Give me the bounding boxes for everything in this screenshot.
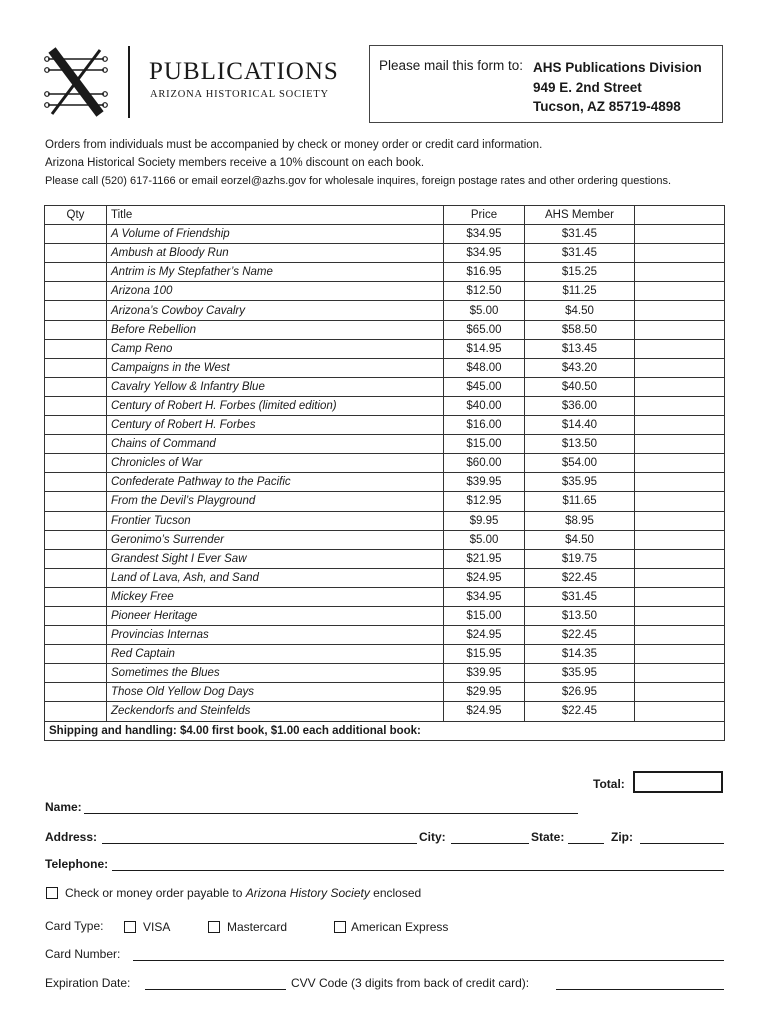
title-cell: Campaigns in the West xyxy=(107,358,444,377)
title-cell: Chronicles of War xyxy=(107,454,444,473)
book-row xyxy=(45,435,725,454)
member-price-cell: $22.45 xyxy=(525,702,635,721)
member-price-cell: $58.50 xyxy=(525,320,635,339)
book-row xyxy=(45,320,725,339)
qty-cell[interactable] xyxy=(45,606,107,625)
title-cell: Zeckendorfs and Steinfelds xyxy=(107,702,444,721)
price-cell: $16.00 xyxy=(444,416,525,435)
price-cell: $29.95 xyxy=(444,683,525,702)
member-price-cell: $22.45 xyxy=(525,626,635,645)
line-total-cell[interactable] xyxy=(635,606,725,625)
price-cell: $21.95 xyxy=(444,549,525,568)
member-price-cell: $11.65 xyxy=(525,492,635,511)
city-label: City: xyxy=(419,830,446,844)
qty-header: Qty xyxy=(45,206,107,225)
mastercard-checkbox[interactable] xyxy=(208,921,220,933)
price-cell: $15.95 xyxy=(444,645,525,664)
telephone-label: Telephone: xyxy=(45,857,109,871)
member-price-cell: $14.40 xyxy=(525,416,635,435)
total-label: Total: xyxy=(593,777,625,791)
zip-label: Zip: xyxy=(611,830,633,844)
book-row xyxy=(45,626,725,645)
price-cell: $65.00 xyxy=(444,320,525,339)
qty-cell[interactable] xyxy=(45,454,107,473)
publications-logo xyxy=(44,46,364,120)
line-total-cell[interactable] xyxy=(635,225,725,244)
member-price-cell: $31.45 xyxy=(525,225,635,244)
book-row xyxy=(45,702,725,721)
book-row xyxy=(45,645,725,664)
qty-cell[interactable] xyxy=(45,511,107,530)
name-field[interactable] xyxy=(84,813,578,814)
price-cell: $24.95 xyxy=(444,702,525,721)
qty-cell[interactable] xyxy=(45,435,107,454)
price-cell: $9.95 xyxy=(444,511,525,530)
title-cell: Chains of Command xyxy=(107,435,444,454)
mastercard-label: Mastercard xyxy=(227,920,288,934)
member-price-cell: $54.00 xyxy=(525,454,635,473)
line-total-cell[interactable] xyxy=(635,396,725,415)
price-cell: $12.50 xyxy=(444,282,525,301)
line-total-cell[interactable] xyxy=(635,301,725,320)
publisher-subtitle: ARIZONA HISTORICAL SOCIETY xyxy=(150,89,329,100)
instructions xyxy=(45,136,671,190)
book-row xyxy=(45,492,725,511)
qty-cell[interactable] xyxy=(45,645,107,664)
state-field[interactable] xyxy=(568,843,604,844)
book-row xyxy=(45,530,725,549)
line-total-cell[interactable] xyxy=(635,530,725,549)
qty-cell[interactable] xyxy=(45,263,107,282)
price-header: Price xyxy=(444,206,525,225)
city-field[interactable] xyxy=(451,843,529,844)
mailing-address xyxy=(533,58,702,117)
mail-to-lead: Please mail this form to: xyxy=(379,58,524,73)
book-row xyxy=(45,664,725,683)
line-total-cell[interactable] xyxy=(635,702,725,721)
qty-cell[interactable] xyxy=(45,339,107,358)
line-total-cell[interactable] xyxy=(635,568,725,587)
check-payee: Arizona History Society xyxy=(245,886,370,900)
member-price-cell: $22.45 xyxy=(525,568,635,587)
line-total-cell[interactable] xyxy=(635,511,725,530)
member-price-cell: $4.50 xyxy=(525,530,635,549)
name-label: Name: xyxy=(45,800,82,814)
member-price-cell: $35.95 xyxy=(525,664,635,683)
price-cell: $24.95 xyxy=(444,626,525,645)
title-cell: Cavalry Yellow & Infantry Blue xyxy=(107,377,444,396)
title-cell: Century of Robert H. Forbes (limited edition) xyxy=(107,396,444,415)
expiration-field[interactable] xyxy=(145,989,286,990)
crossed-x-logo-icon xyxy=(44,46,108,118)
book-row xyxy=(45,301,725,320)
qty-cell[interactable] xyxy=(45,549,107,568)
price-cell: $15.00 xyxy=(444,606,525,625)
member-price-cell: $35.95 xyxy=(525,473,635,492)
logo-divider xyxy=(128,46,130,118)
book-row xyxy=(45,339,725,358)
instruction-line: Arizona Historical Society members receive a 10% discount on each book. xyxy=(45,157,425,169)
mailing-address-box xyxy=(369,45,723,123)
title-cell: Geronimo’s Surrender xyxy=(107,530,444,549)
card-number-label: Card Number: xyxy=(45,947,121,961)
state-label: State: xyxy=(531,830,565,844)
qty-cell[interactable] xyxy=(45,568,107,587)
member-price-cell: $13.50 xyxy=(525,606,635,625)
book-row xyxy=(45,358,725,377)
publisher-title: PUBLICATIONS xyxy=(149,58,339,85)
title-cell: Frontier Tucson xyxy=(107,511,444,530)
book-row xyxy=(45,416,725,435)
member-price-cell: $43.20 xyxy=(525,358,635,377)
line-total-cell[interactable] xyxy=(635,683,725,702)
qty-cell[interactable] xyxy=(45,416,107,435)
card-type-label: Card Type: xyxy=(45,919,104,933)
qty-cell[interactable] xyxy=(45,473,107,492)
price-cell: $16.95 xyxy=(444,263,525,282)
check-enclosed-checkbox[interactable] xyxy=(46,887,58,899)
line-total-cell[interactable] xyxy=(635,626,725,645)
book-row xyxy=(45,263,725,282)
check-text-post: enclosed xyxy=(373,886,422,900)
address-label: Address: xyxy=(45,830,98,844)
instruction-line: Orders from individuals must be accompanied by check or money order or credit card information. xyxy=(45,139,543,151)
order-rows xyxy=(45,225,725,721)
title-cell: A Volume of Friendship xyxy=(107,225,444,244)
qty-cell[interactable] xyxy=(45,301,107,320)
title-cell: Provincias Internas xyxy=(107,626,444,645)
qty-cell[interactable] xyxy=(45,702,107,721)
member-price-cell: $4.50 xyxy=(525,301,635,320)
book-row xyxy=(45,225,725,244)
visa-checkbox[interactable] xyxy=(124,921,136,933)
qty-cell[interactable] xyxy=(45,358,107,377)
book-row xyxy=(45,683,725,702)
line-total-cell[interactable] xyxy=(635,358,725,377)
price-cell: $34.95 xyxy=(444,225,525,244)
title-cell: Confederate Pathway to the Pacific xyxy=(107,473,444,492)
line-total-cell[interactable] xyxy=(635,377,725,396)
book-row xyxy=(45,549,725,568)
title-cell: Camp Reno xyxy=(107,339,444,358)
mail-address-line3: Tucson, AZ 85719-4898 xyxy=(533,99,681,114)
member-price-cell: $15.25 xyxy=(525,263,635,282)
qty-cell[interactable] xyxy=(45,683,107,702)
member-price-cell: $11.25 xyxy=(525,282,635,301)
line-total-header xyxy=(635,206,725,225)
member-price-cell: $36.00 xyxy=(525,396,635,415)
amex-checkbox[interactable] xyxy=(334,921,346,933)
line-total-cell[interactable] xyxy=(635,664,725,683)
price-cell: $60.00 xyxy=(444,454,525,473)
title-cell: Pioneer Heritage xyxy=(107,606,444,625)
check-text-pre: Check or money order payable to xyxy=(65,886,243,900)
price-cell: $5.00 xyxy=(444,301,525,320)
price-cell: $14.95 xyxy=(444,339,525,358)
title-cell: Arizona 100 xyxy=(107,282,444,301)
book-row xyxy=(45,244,725,263)
total-field[interactable] xyxy=(633,771,723,793)
instruction-line: Please call (520) 617-1166 or email eorzel@azhs.gov for wholesale inquires, foreign postage rates and other ordering questions. xyxy=(45,175,672,187)
line-total-cell[interactable] xyxy=(635,473,725,492)
title-cell: Mickey Free xyxy=(107,587,444,606)
price-cell: $12.95 xyxy=(444,492,525,511)
price-cell: $5.00 xyxy=(444,530,525,549)
price-cell: $15.00 xyxy=(444,435,525,454)
price-cell: $48.00 xyxy=(444,358,525,377)
book-row xyxy=(45,454,725,473)
qty-cell[interactable] xyxy=(45,282,107,301)
amex-label: American Express xyxy=(351,920,449,934)
member-price-cell: $14.35 xyxy=(525,645,635,664)
book-row xyxy=(45,587,725,606)
line-total-cell[interactable] xyxy=(635,435,725,454)
book-row xyxy=(45,377,725,396)
book-row xyxy=(45,473,725,492)
title-cell: Arizona’s Cowboy Cavalry xyxy=(107,301,444,320)
qty-cell[interactable] xyxy=(45,492,107,511)
book-row xyxy=(45,568,725,587)
qty-cell[interactable] xyxy=(45,396,107,415)
title-cell: Those Old Yellow Dog Days xyxy=(107,683,444,702)
title-cell: Before Rebellion xyxy=(107,320,444,339)
book-row xyxy=(45,282,725,301)
price-cell: $40.00 xyxy=(444,396,525,415)
telephone-field[interactable] xyxy=(112,870,724,871)
line-total-cell[interactable] xyxy=(635,454,725,473)
member-price-header: AHS Member xyxy=(525,206,635,225)
mail-address-line2: 949 E. 2nd Street xyxy=(533,79,642,95)
line-total-cell[interactable] xyxy=(635,587,725,606)
member-price-cell: $8.95 xyxy=(525,511,635,530)
title-cell: Red Captain xyxy=(107,645,444,664)
card-number-field[interactable] xyxy=(133,960,724,961)
line-total-cell[interactable] xyxy=(635,645,725,664)
book-row xyxy=(45,396,725,415)
title-cell: Century of Robert H. Forbes xyxy=(107,416,444,435)
address-field[interactable] xyxy=(102,843,417,844)
qty-cell[interactable] xyxy=(45,587,107,606)
member-price-cell: $19.75 xyxy=(525,549,635,568)
cvv-field[interactable] xyxy=(556,989,724,990)
book-row xyxy=(45,606,725,625)
price-cell: $34.95 xyxy=(444,587,525,606)
member-price-cell: $40.50 xyxy=(525,377,635,396)
title-cell: Ambush at Bloody Run xyxy=(107,244,444,263)
cvv-label: CVV Code (3 digits from back of credit card): xyxy=(291,976,530,990)
qty-cell[interactable] xyxy=(45,320,107,339)
mail-address-line1: AHS Publications Division xyxy=(533,60,702,75)
shipping-note: Shipping and handling: $4.00 first book, $1.00 each additional book: xyxy=(45,721,725,740)
price-cell: $34.95 xyxy=(444,244,525,263)
line-total-cell[interactable] xyxy=(635,244,725,263)
qty-cell[interactable] xyxy=(45,530,107,549)
title-cell: From the Devil’s Playground xyxy=(107,492,444,511)
title-cell: Land of Lava, Ash, and Sand xyxy=(107,568,444,587)
qty-cell[interactable] xyxy=(45,225,107,244)
price-cell: $24.95 xyxy=(444,568,525,587)
member-price-cell: $31.45 xyxy=(525,244,635,263)
qty-cell[interactable] xyxy=(45,626,107,645)
check-enclosed-label xyxy=(65,886,421,900)
zip-field[interactable] xyxy=(640,843,724,844)
price-cell: $45.00 xyxy=(444,377,525,396)
member-price-cell: $13.45 xyxy=(525,339,635,358)
line-total-cell[interactable] xyxy=(635,492,725,511)
member-price-cell: $26.95 xyxy=(525,683,635,702)
visa-label: VISA xyxy=(143,920,171,934)
price-cell: $39.95 xyxy=(444,664,525,683)
title-cell: Antrim is My Stepfather’s Name xyxy=(107,263,444,282)
qty-cell[interactable] xyxy=(45,664,107,683)
expiration-label: Expiration Date: xyxy=(45,976,131,990)
qty-cell[interactable] xyxy=(45,244,107,263)
line-total-cell[interactable] xyxy=(635,282,725,301)
title-cell: Grandest Sight I Ever Saw xyxy=(107,549,444,568)
order-table xyxy=(44,205,725,741)
title-cell: Sometimes the Blues xyxy=(107,664,444,683)
line-total-cell[interactable] xyxy=(635,320,725,339)
qty-cell[interactable] xyxy=(45,377,107,396)
line-total-cell[interactable] xyxy=(635,339,725,358)
book-row xyxy=(45,511,725,530)
line-total-cell[interactable] xyxy=(635,263,725,282)
member-price-cell: $31.45 xyxy=(525,587,635,606)
line-total-cell[interactable] xyxy=(635,549,725,568)
title-header: Title xyxy=(107,206,444,225)
line-total-cell[interactable] xyxy=(635,416,725,435)
price-cell: $39.95 xyxy=(444,473,525,492)
member-price-cell: $13.50 xyxy=(525,435,635,454)
